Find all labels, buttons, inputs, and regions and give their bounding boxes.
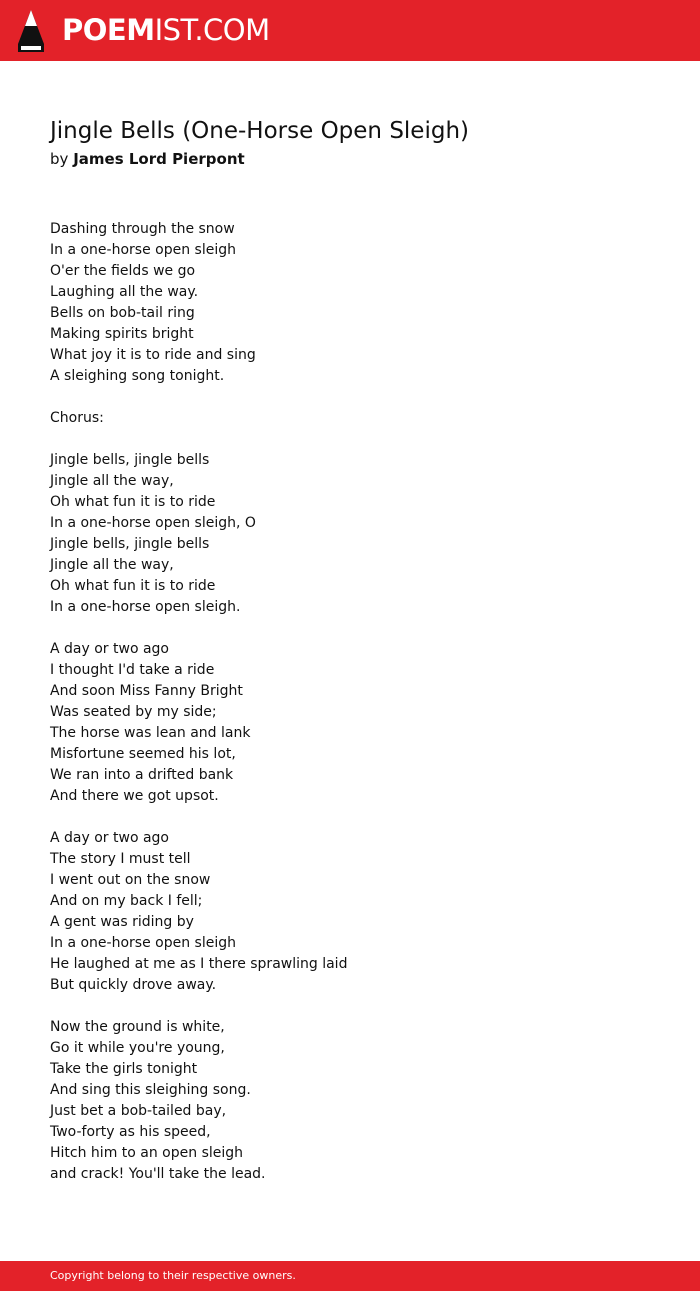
poem-line: In a one-horse open sleigh	[50, 935, 236, 951]
site-logo[interactable]	[62, 13, 270, 47]
poem-line: O'er the fields we go	[50, 263, 196, 279]
poem-line: We ran into a drifted bank	[50, 767, 234, 783]
poem-line: In a one-horse open sleigh.	[50, 599, 241, 615]
poem-line: He laughed at me as I there sprawling laid	[50, 956, 348, 972]
by-label: by	[50, 150, 69, 168]
stanza-break	[50, 996, 650, 1017]
poem-line: What joy it is to ride and sing	[50, 347, 256, 363]
poem-line: Dashing through the snow	[50, 221, 235, 237]
poem-line: A day or two ago	[50, 641, 169, 657]
poem-line: A sleighing song tonight.	[50, 368, 225, 384]
poem-line: Chorus:	[50, 410, 104, 426]
poem-line: In a one-horse open sleigh	[50, 242, 236, 258]
copyright-text: Copyright belong to their respective owners.	[50, 1269, 296, 1282]
poem-line: Just bet a bob-tailed bay,	[50, 1103, 227, 1119]
poem-line: Two-forty as his speed,	[50, 1124, 211, 1140]
logo-bold-text: POEM	[62, 13, 155, 47]
poem-line: Misfortune seemed his lot,	[50, 746, 236, 762]
poem-line: Jingle bells, jingle bells	[50, 452, 210, 468]
poem-line: A day or two ago	[50, 830, 169, 846]
poem-line: But quickly drove away.	[50, 977, 217, 993]
poem-line: Take the girls tonight	[50, 1061, 198, 1077]
poem-line: Oh what fun it is to ride	[50, 578, 216, 594]
poem-line: Making spirits bright	[50, 326, 194, 342]
poem-line: In a one-horse open sleigh, O	[50, 515, 256, 531]
poem-line: The horse was lean and lank	[50, 725, 251, 741]
poem-line: A gent was riding by	[50, 914, 194, 930]
poem-line: and crack! You'll take the lead.	[50, 1166, 266, 1182]
poem-line: And soon Miss Fanny Bright	[50, 683, 243, 699]
poem-line: Oh what fun it is to ride	[50, 494, 216, 510]
poem-line: And sing this sleighing song.	[50, 1082, 251, 1098]
poem-title: Jingle Bells (One-Horse Open Sleigh)	[50, 118, 469, 144]
poem-line: Laughing all the way.	[50, 284, 199, 300]
poem-line: And there we got upsot.	[50, 788, 219, 804]
byline	[50, 149, 245, 169]
poem-line: Jingle all the way,	[50, 473, 174, 489]
poem-body	[50, 219, 650, 1185]
poem-line: I went out on the snow	[50, 872, 211, 888]
stanza-break	[50, 807, 650, 828]
poem-line: I thought I'd take a ride	[50, 662, 215, 678]
poem-line: And on my back I fell;	[50, 893, 203, 909]
poem-line: Go it while you're young,	[50, 1040, 225, 1056]
logo-light-text: IST.COM	[154, 13, 270, 47]
stanza-break	[50, 618, 650, 639]
poem-line: Bells on bob-tail ring	[50, 305, 195, 321]
poem-line: Jingle bells, jingle bells	[50, 536, 210, 552]
site-footer	[0, 1261, 700, 1291]
stanza-break	[50, 429, 650, 450]
poem-line: Was seated by my side;	[50, 704, 217, 720]
poem-line: Hitch him to an open sleigh	[50, 1145, 244, 1161]
stanza-break	[50, 387, 650, 408]
poem-line: Jingle all the way,	[50, 557, 174, 573]
poem-line: The story I must tell	[50, 851, 191, 867]
site-header	[0, 0, 700, 61]
poem-line: Now the ground is white,	[50, 1019, 225, 1035]
author-name: James Lord Pierpont	[73, 150, 245, 168]
pencil-tip-icon[interactable]	[18, 10, 44, 52]
